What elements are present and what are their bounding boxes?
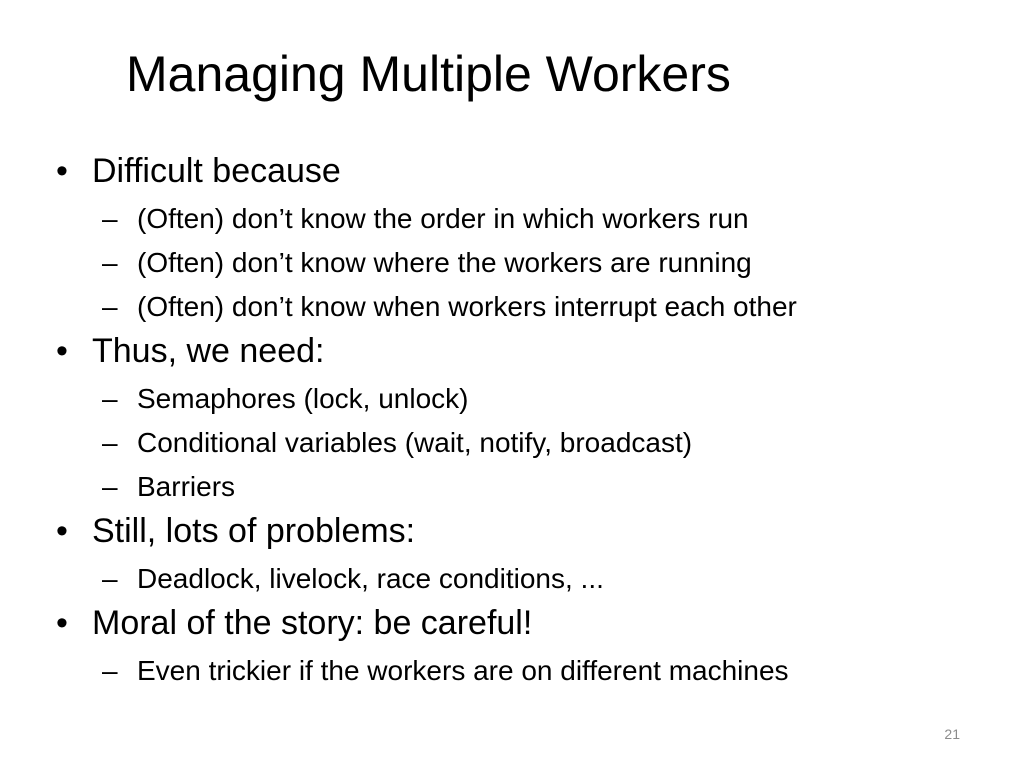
bullet-item bbox=[56, 509, 956, 553]
bullet-item bbox=[56, 149, 956, 193]
dash-marker: – bbox=[102, 471, 118, 502]
bullet-text: Thus, we need: bbox=[92, 332, 325, 370]
sub-bullet-list bbox=[56, 653, 956, 689]
bullet-marker: • bbox=[56, 512, 68, 550]
dash-marker: – bbox=[102, 427, 118, 458]
dash-marker: – bbox=[102, 563, 118, 594]
dash-marker: – bbox=[102, 203, 118, 234]
bullet-text: Difficult because bbox=[92, 152, 341, 190]
sub-bullet-text: (Often) don’t know when workers interrupt each other bbox=[137, 291, 797, 322]
bullet-text: Moral of the story: be careful! bbox=[92, 604, 533, 642]
sub-bullet-text: (Often) don’t know the order in which workers run bbox=[137, 203, 749, 234]
bullet-marker: • bbox=[56, 604, 68, 642]
dash-marker: – bbox=[102, 655, 118, 686]
bullet-text: Still, lots of problems: bbox=[92, 512, 416, 550]
sub-bullet-item bbox=[56, 245, 956, 281]
slide-body bbox=[56, 145, 956, 691]
sub-bullet-text: Semaphores (lock, unlock) bbox=[137, 383, 469, 414]
sub-bullet-item bbox=[56, 653, 956, 689]
bullet-item bbox=[56, 329, 956, 373]
slide-number: 21 bbox=[944, 726, 960, 742]
sub-bullet-list bbox=[56, 201, 956, 325]
sub-bullet-item bbox=[56, 289, 956, 325]
sub-bullet-item bbox=[56, 561, 956, 597]
sub-bullet-text: Deadlock, livelock, race conditions, ... bbox=[137, 563, 604, 594]
sub-bullet-item bbox=[56, 201, 956, 237]
sub-bullet-text: (Often) don’t know where the workers are running bbox=[137, 247, 752, 278]
sub-bullet-item bbox=[56, 469, 956, 505]
sub-bullet-item bbox=[56, 425, 956, 461]
dash-marker: – bbox=[102, 291, 118, 322]
bullet-marker: • bbox=[56, 152, 68, 190]
sub-bullet-list bbox=[56, 381, 956, 505]
bullet-item bbox=[56, 601, 956, 645]
sub-bullet-list bbox=[56, 561, 956, 597]
sub-bullet-item bbox=[56, 381, 956, 417]
bullet-marker: • bbox=[56, 332, 68, 370]
dash-marker: – bbox=[102, 383, 118, 414]
sub-bullet-text: Conditional variables (wait, notify, broadcast) bbox=[137, 427, 693, 458]
sub-bullet-text: Even trickier if the workers are on different machines bbox=[137, 655, 789, 686]
sub-bullet-text: Barriers bbox=[137, 471, 236, 502]
dash-marker: – bbox=[102, 247, 118, 278]
slide-title: Managing Multiple Workers bbox=[126, 46, 731, 102]
